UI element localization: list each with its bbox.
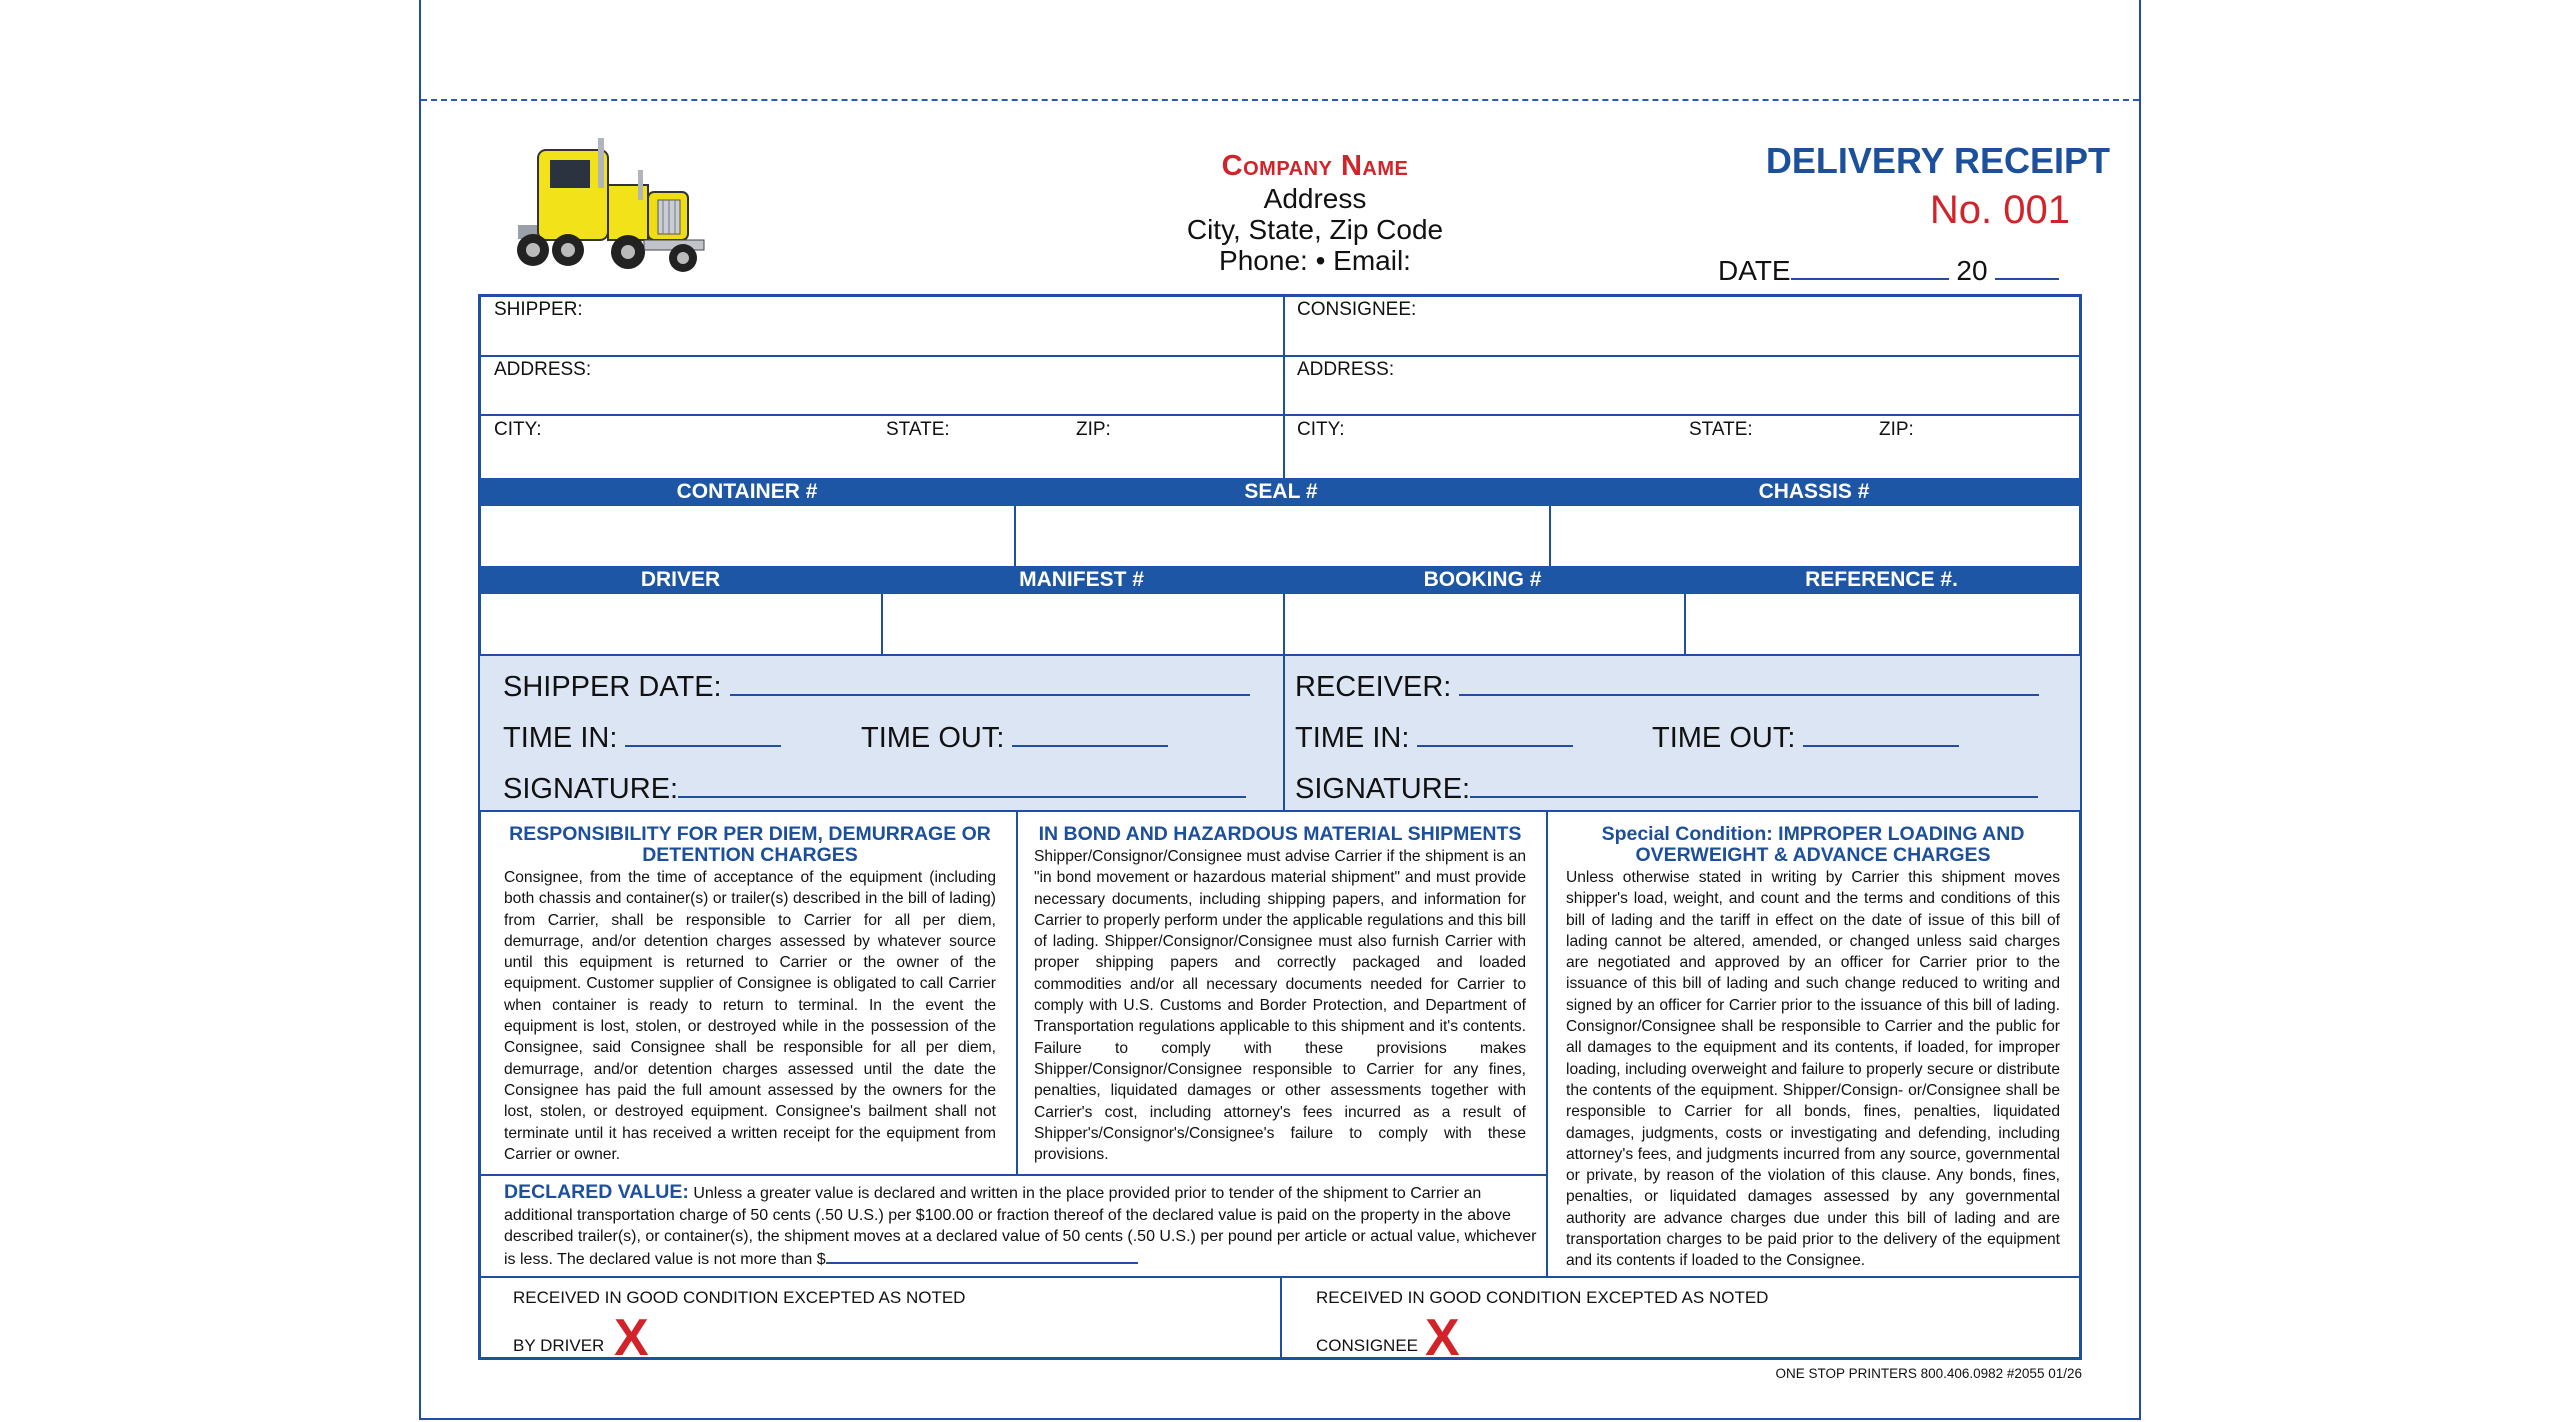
- shipper-zip-label: ZIP:: [1076, 419, 1111, 440]
- consignee-label: CONSIGNEE: [1316, 1336, 1419, 1355]
- company-address: Address: [1263, 183, 1367, 214]
- shipper-date-field: SHIPPER DATE:: [503, 670, 1250, 704]
- consignee-x-mark: X: [1425, 1309, 1460, 1367]
- reference-header: REFERENCE #.: [1805, 568, 1958, 591]
- shipper-address-label: ADDRESS:: [494, 359, 592, 380]
- shipper-state-label: STATE:: [886, 419, 950, 440]
- receiver-time-out-field: TIME OUT:: [1652, 721, 1959, 755]
- special-condition-body: Unless otherwise stated in writing by Carrier this shipment moves shipper's load, weight, and count and the terms and conditions of this bill of lading and the tariff in effect on the date of issue of this bill of lading cannot be altered, amended, or changed unless said charges are negotiated and approved by an officer for Carrier prior to the issuance of this bill of lading and such change reduced to writing and signed by an officer for Carrier prior to the issuance of this bill of lading. Consignor/Consignee shall be responsible to Carrier and the public for all damages to the equipment and its contents, if loaded, for improper loading, including overweight and failure to properly secure or distribute the contents of the equipment. Shipper/Consign- or/Consignee shall be responsible to Carrier for all bonds, fines, penalties, liquidated damages, judgments, costs or investigating and defending, including attorney's fees, and judgments incurred from any source, governmental or private, by reason of the violation of this clause. Any bonds, fines, penalties, or liquidated damages assessed by any governmental authority are advance charges due under this bill of lading and are transportation charges to be paid prior to the delivery of the equipment and its contents if loaded to the Consignee.: [1566, 869, 2060, 1270]
- year-prefix: 20: [1956, 255, 1988, 286]
- date-line: [1718, 255, 2059, 287]
- receipt-number: No. 001: [1929, 188, 2070, 232]
- consignee-zip-label: ZIP:: [1879, 419, 1914, 440]
- in-bond-title: IN BOND AND HAZARDOUS MATERIAL SHIPMENTS: [1038, 823, 1522, 845]
- printer-footer: ONE STOP PRINTERS 800.406.0982 #2055 01/26: [1775, 1366, 2082, 1381]
- perforation-line: [421, 99, 2139, 101]
- equipment-header-band: [480, 478, 2080, 506]
- date-label: DATE: [1718, 255, 1791, 286]
- company-name: Company Name: [1221, 150, 1409, 182]
- by-driver-label: BY DRIVER: [513, 1336, 605, 1355]
- consignee-city-label: CITY:: [1297, 419, 1345, 440]
- booking-header: BOOKING #: [1423, 568, 1542, 591]
- manifest-header: MANIFEST #: [1019, 568, 1144, 591]
- declared-value-label: DECLARED VALUE:: [504, 1181, 689, 1203]
- driver-received-text: RECEIVED IN GOOD CONDITION EXCEPTED AS NOTED: [513, 1288, 966, 1307]
- in-bond-clause: [1034, 824, 1526, 1165]
- per-diem-body: Consignee, from the time of acceptance of the equipment (including both chassis and container(s) or trailer(s) described in the bill of lading) from Carrier, shall be responsible to Carrier for all per diem, demurrage, and/or detention charges assessed by whatever source until this equipment is returned to Carrier or the owner of the equipment. Customer supplier of Consignee is obligated to call Carrier when container is ready to return to terminal. In the event the equipment is lost, stolen, or destroyed while in the possession of the Consignee, said Consignee shall be responsible for all per diem, demurrage, and/or detention charges assessed until the date the Consignee has paid the full amount assessed by the owners for the lost, stolen, or destroyed equipment. Consignee's bailment shall not terminate until it has received a written receipt for the equipment from Carrier or owner.: [504, 869, 996, 1163]
- shipper-time-in-field: TIME IN:: [503, 721, 781, 755]
- reference-header-band: [480, 566, 2080, 594]
- special-condition-clause: [1566, 824, 2060, 1272]
- receipt-title: DELIVERY RECEIPT: [1765, 140, 2110, 181]
- company-phone: Phone: • Email:: [1219, 245, 1411, 276]
- container-header: CONTAINER #: [676, 480, 818, 503]
- receiver-time-in-field: TIME IN:: [1295, 721, 1573, 755]
- consignee-label: CONSIGNEE:: [1297, 299, 1417, 320]
- declared-value-body: Unless a greater value is declared and written in the place provided prior to tender of the shipment to Carrier an additional transportation charge of 50 cents (.50 U.S.) per $100.00 or fraction thereof of the declared value is paid on the property in the above described trailer(s), or container(s), the shipment moves at a declared value of 50 cents (.50 U.S.) per pound per article or actual value, whichever is less. The declared value is not more than $: [504, 1185, 1537, 1268]
- consignee-state-label: STATE:: [1689, 419, 1753, 440]
- shipper-label: SHIPPER:: [494, 299, 583, 320]
- shipper-time-out-field: TIME OUT:: [861, 721, 1168, 755]
- shipper-signature-field: SIGNATURE:: [503, 772, 1246, 806]
- company-city: City, State, Zip Code: [1186, 214, 1444, 245]
- receiver-field: RECEIVER:: [1295, 670, 2039, 704]
- per-diem-clause: [504, 824, 996, 1165]
- in-bond-body: Shipper/Consignor/Consignee must advise Carrier if the shipment is an "in bond movement or hazardous material shipment" and must provide necessary documents, including shipping papers, and information for Carrier to properly perform under the applicable regulations and this bill of lading. Shipper/Consignor/Consignee must also furnish Carrier with proper shipping papers and correctly packaged and loaded commodities and/or all necessary documents needed for Carrier to comply with U.S. Customs and Border Protection, and Department of Transportation regulations applicable to this shipment and it's contents. Failure to comply with these provisions makes Shipper/Consignor/Consignee responsible to Carrier for any fines, penalties, liquidated damages or other assessments together with Carrier's cost, including attorney's fees incurred as a result of Shipper's/Consignor's/Consignee's failure to comply with these provisions.: [1034, 848, 1526, 1164]
- driver-header: DRIVER: [640, 568, 721, 591]
- per-diem-title: RESPONSIBILITY FOR PER DIEM, DEMURRAGE OR DETENTION CHARGES: [509, 823, 991, 866]
- truck-logo-icon: [498, 130, 718, 290]
- chassis-header: CHASSIS #: [1758, 480, 1870, 503]
- company-block: [1080, 150, 1550, 276]
- consignee-address-label: ADDRESS:: [1297, 359, 1395, 380]
- special-condition-title: Special Condition: IMPROPER LOADING AND OVERWEIGHT & ADVANCE CHARGES: [1601, 823, 2025, 866]
- shipper-city-label: CITY:: [494, 419, 542, 440]
- driver-x-mark: X: [614, 1309, 649, 1367]
- consignee-received-text: RECEIVED IN GOOD CONDITION EXCEPTED AS NOTED: [1316, 1288, 1769, 1307]
- receiver-signature-field: SIGNATURE:: [1295, 772, 2038, 806]
- seal-header: SEAL #: [1244, 480, 1318, 503]
- declared-value-clause: [504, 1182, 1544, 1270]
